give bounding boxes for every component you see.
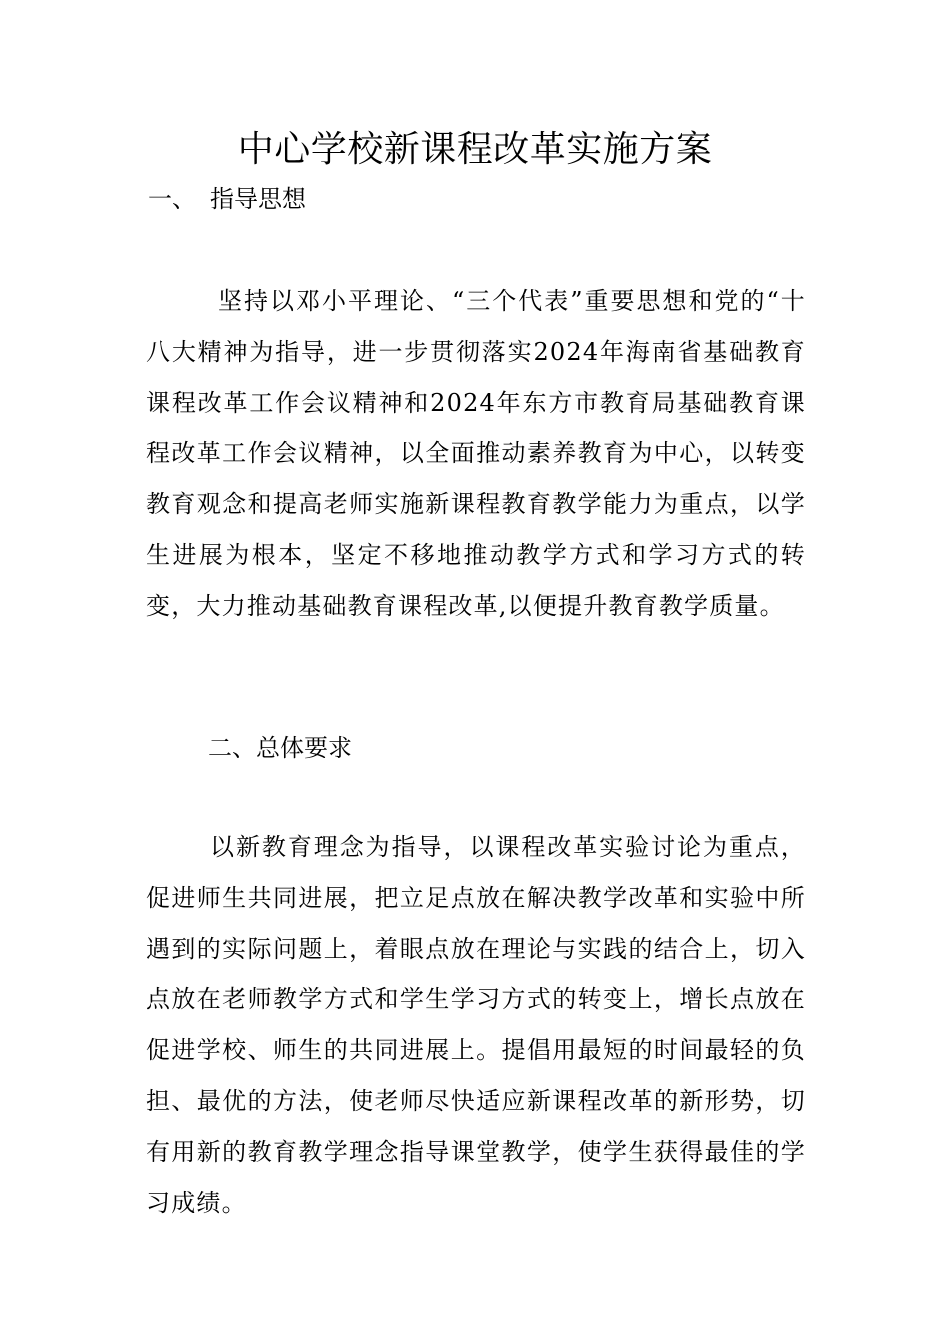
section-1-heading-text: 指导思想 bbox=[210, 185, 306, 213]
section-1-heading bbox=[148, 181, 306, 217]
section-2-paragraph: 以新教育理念为指导，以课程改革实验讨论为重点，促进师生共同进展，把立足点放在解决教学改革和实验中所遇到的实际问题上，着眼点放在理论与实践的结合上，切入点放在老师教学方式和学生学习方式的转变上，增长点放在促进学校、师生的共同进展上。提倡用最短的时间最轻的负担、最优的方法，使老师尽快适应新课程改革的新形势，切有用新的教育教学理念指导课堂教学，使学生获得最佳的学习成绩。 bbox=[146, 833, 806, 1217]
section-1-paragraph: 坚持以邓小平理论、“三个代表”重要思想和党的“十八大精神为指导，进一步贯彻落实2024年海南省基础教育课程改革工作会议精神和2024年东方市教育局基础教育课程改革工作会议精神，以全面推动素养教育为中心，以转变教育观念和提高老师实施新课程教育教学能力为重点，以学生进展为根本，坚定不移地推动教学方式和学习方式的转变，大力推动基础教育课程改革,以便提升教育教学质量。 bbox=[146, 287, 806, 620]
section-2-heading: 二、总体要求 bbox=[208, 734, 352, 762]
section-1-number: 一、 bbox=[148, 185, 196, 213]
document-title: 中心学校新课程改革实施方案 bbox=[237, 129, 713, 170]
